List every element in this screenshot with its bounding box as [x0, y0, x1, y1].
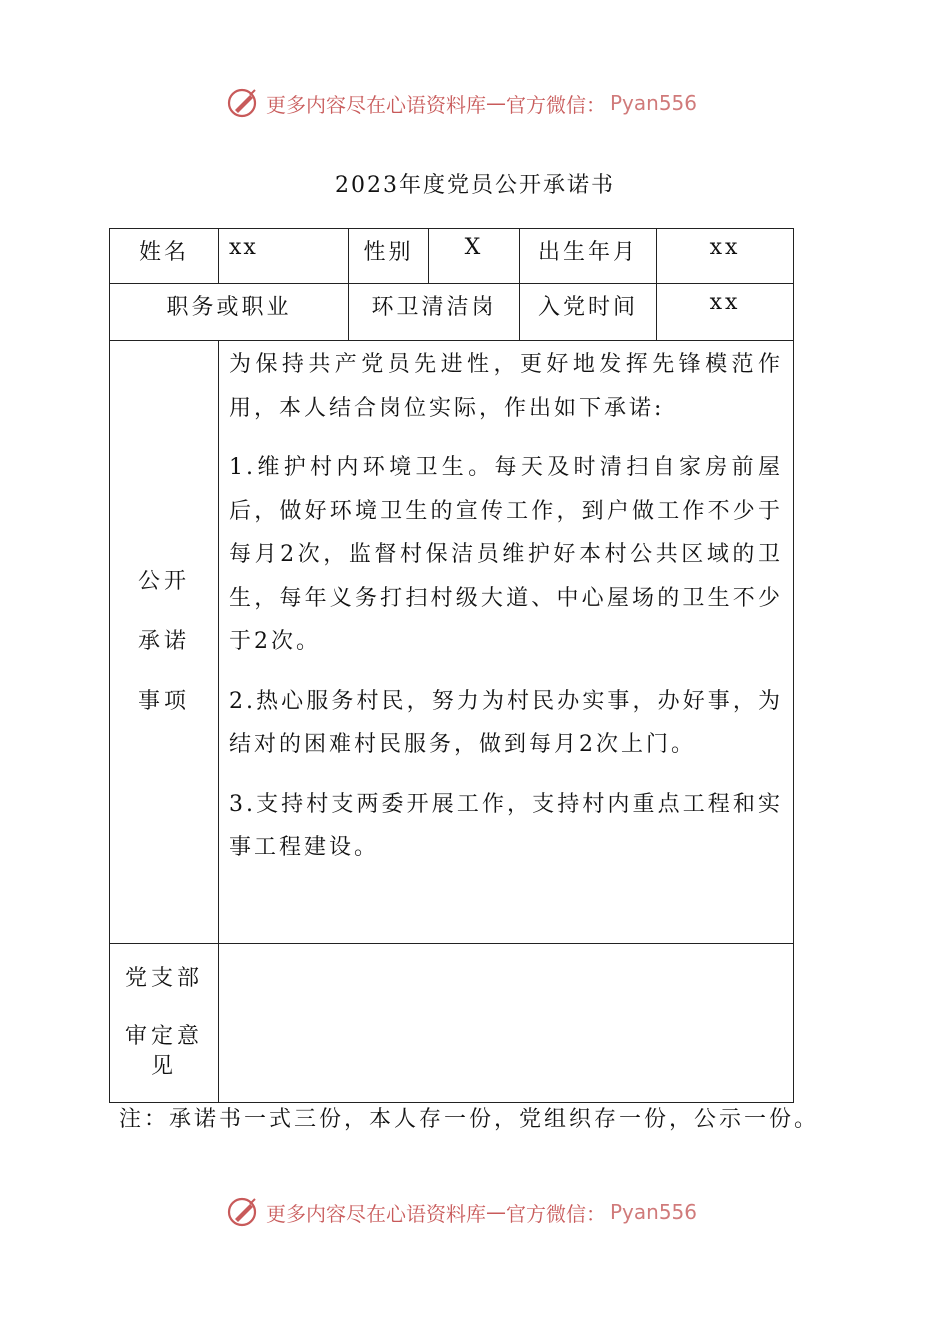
position-label: 职务或职业	[110, 284, 349, 341]
commitment-form-table	[109, 228, 794, 1103]
commitment-content	[219, 341, 794, 944]
birth-value: xx	[657, 229, 794, 284]
join-date-label: 入党时间	[520, 284, 657, 341]
name-value: xx	[219, 229, 349, 284]
pen-logo-icon	[226, 86, 260, 120]
gender-label: 性别	[349, 229, 429, 284]
join-date-value: xx	[657, 284, 794, 341]
watermark-wechat-id: Pyan556	[610, 1200, 698, 1224]
review-label-line-3: 见	[150, 1054, 177, 1079]
commitment-item-3: 3.支持村支两委开展工作，支持村内重点工程和实事工程建设。	[229, 791, 783, 860]
review-label-line-1: 党支部	[124, 966, 203, 991]
commitment-label-line-1: 公开	[137, 569, 190, 594]
review-label-line-2: 审定意	[124, 1024, 203, 1049]
document-title: 2023年度党员公开承诺书	[335, 173, 615, 198]
review-opinion-field[interactable]	[219, 944, 794, 1103]
commitment-label-line-3: 事项	[137, 689, 190, 714]
watermark-wechat-id: Pyan556	[610, 91, 698, 115]
watermark-dash: —	[486, 91, 506, 115]
watermark-wechat-label: 官方微信：	[506, 92, 606, 117]
pen-logo-icon	[226, 1195, 260, 1229]
commitment-intro: 为保持共产党员先进性，更好地发挥先锋模范作用，本人结合岗位实际，作出如下承诺:	[229, 352, 783, 421]
watermark-wechat-label: 官方微信：	[506, 1201, 606, 1226]
commitment-item-1: 1.维护村内环境卫生。每天及时清扫自家房前屋后，做好环境卫生的宣传工作，到户做工作不少于每月2次，监督村保洁员维护好本村公共区域的卫生，每年义务打扫村级大道、中心屋场的卫生不少于2次。	[229, 455, 783, 654]
name-label: 姓名	[110, 229, 219, 284]
commitment-item-2: 2.热心服务村民，努力为村民办实事，办好事，为结对的困难村民服务，做到每月2次上门。	[229, 688, 783, 757]
birth-label: 出生年月	[520, 229, 657, 284]
watermark-text: 更多内容尽在心语资料库	[266, 1201, 486, 1226]
commitment-label-line-2: 承诺	[137, 629, 190, 654]
review-label	[110, 944, 219, 1103]
watermark-banner-top	[226, 85, 746, 121]
footnote: 注：承诺书一式三份，本人存一份，党组织存一份，公示一份。	[119, 1107, 820, 1132]
watermark-dash: —	[486, 1200, 506, 1224]
position-value: 环卫清洁岗	[349, 284, 520, 341]
watermark-text: 更多内容尽在心语资料库	[266, 92, 486, 117]
watermark-banner-bottom	[226, 1194, 746, 1230]
gender-value: X	[429, 229, 520, 284]
commitment-label	[110, 341, 219, 944]
